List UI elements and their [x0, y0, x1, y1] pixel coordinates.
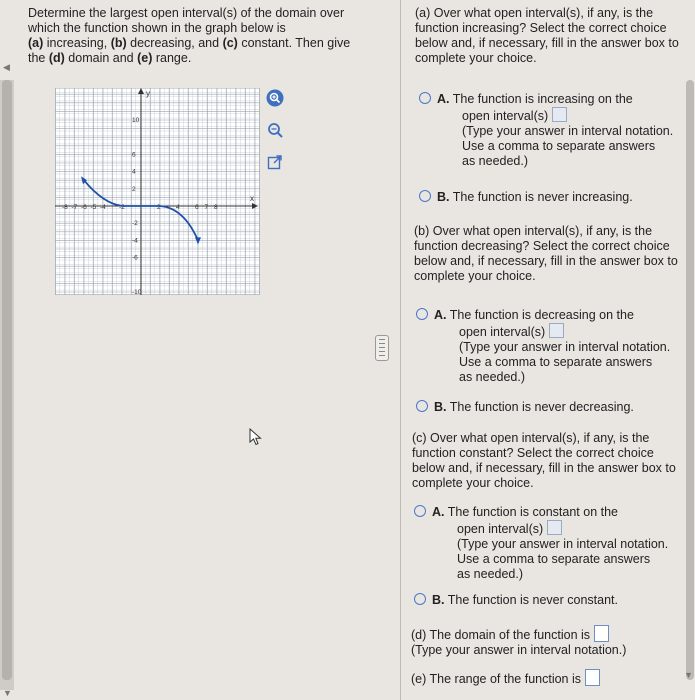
part-d-prompt: (d) The domain of the function is (Type your answer in interval notation.) — [411, 625, 687, 658]
x-tick-label: 4 — [176, 204, 180, 211]
x-tick-label: -4 — [100, 204, 106, 211]
y-tick-label: -4 — [132, 237, 138, 245]
y-tick-label: 4 — [132, 168, 136, 176]
x-tick-label: 2 — [157, 204, 161, 211]
function-graph — [55, 88, 260, 295]
part-c-prompt: (c) Over what open interval(s), if any, is the function constant? Select the correct choice below and, if necessary, fill in the answer box to complete your choice. — [412, 431, 676, 490]
y-tick-label: -6 — [132, 254, 138, 262]
question-line: (a) increasing, (b) decreasing, and (c) constant. Then give — [28, 36, 351, 50]
part-c-option-a[interactable]: A. The function is constant on the open interval(s) (Type your answer in interval notation. Use a comma to separate answers as needed.) — [414, 505, 676, 582]
mouse-cursor-icon — [249, 428, 263, 451]
y-axis-label: y — [146, 89, 150, 98]
part-a-answer-box[interactable] — [552, 107, 567, 122]
part-b-prompt: (b) Over what open interval(s), if any, is the function decreasing? Select the correct choice below and, if necessary, fill in the answer box to complete your choice. — [414, 224, 678, 283]
x-axis-label: x — [250, 194, 254, 203]
part-b-option-b-radio[interactable] — [416, 400, 428, 412]
question-text — [28, 6, 378, 66]
y-tick-label: 6 — [132, 151, 136, 159]
part-c-option-b-radio[interactable] — [414, 593, 426, 605]
x-tick-label: -7 — [71, 204, 78, 211]
zoom-out-icon[interactable] — [266, 121, 284, 139]
part-b-option-b[interactable]: B. The function is never decreasing. — [416, 400, 678, 415]
right-scrollbar-thumb[interactable] — [686, 80, 694, 680]
right-scrollbar[interactable] — [685, 80, 695, 680]
x-tick-label: 6 — [195, 204, 199, 211]
left-scrollbar[interactable] — [0, 80, 14, 690]
x-tick-label: -6 — [81, 204, 87, 211]
left-scrollbar-thumb[interactable] — [2, 80, 12, 680]
y-tick-label: 10 — [132, 117, 140, 124]
x-tick-label: -2 — [119, 204, 125, 211]
y-tick-label: -2 — [132, 220, 138, 228]
y-tick-label: -10 — [132, 289, 142, 295]
scroll-up-arrow-icon[interactable]: ◀ — [3, 62, 10, 72]
part-b-answer-box[interactable] — [549, 323, 564, 338]
question-line: Determine the largest open interval(s) of the domain over — [28, 6, 345, 20]
x-tick-label: -5 — [90, 204, 97, 211]
part-e-answer-box[interactable] — [585, 669, 600, 686]
part-a-option-b-radio[interactable] — [419, 190, 431, 202]
external-link-icon[interactable] — [266, 153, 284, 171]
part-a-option-a[interactable]: A. The function is increasing on the open interval(s) (Type your answer in interval notation. Use a comma to separate answers as needed.) — [419, 92, 681, 169]
zoom-in-icon[interactable] — [266, 89, 284, 107]
part-c-option-b[interactable]: B. The function is never constant. — [414, 593, 676, 608]
part-d-answer-box[interactable] — [594, 625, 609, 642]
part-c-answer-box[interactable] — [547, 520, 562, 535]
right-pane — [400, 0, 695, 700]
part-a-option-b[interactable]: B. The function is never increasing. — [419, 190, 681, 205]
part-c-option-a-radio[interactable] — [414, 505, 426, 517]
x-tick-label: 7 — [204, 204, 209, 211]
question-line: the (d) domain and (e) range. — [28, 51, 192, 65]
right-scroll-down-arrow-icon[interactable]: ▼ — [684, 670, 693, 680]
y-tick-label: 2 — [132, 185, 136, 193]
part-b-option-a-radio[interactable] — [416, 308, 428, 320]
part-a-option-a-radio[interactable] — [419, 92, 431, 104]
pane-resize-handle[interactable] — [375, 335, 389, 361]
scroll-down-arrow-icon[interactable]: ▼ — [3, 688, 12, 698]
graph-background — [55, 88, 260, 295]
part-b-option-a[interactable]: A. The function is decreasing on the open interval(s) (Type your answer in interval notation. Use a comma to separate answers as needed.) — [416, 308, 678, 385]
x-tick-label: 8 — [214, 204, 218, 211]
x-tick-label: -8 — [62, 204, 68, 211]
part-a-prompt: (a) Over what open interval(s), if any, is the function increasing? Select the correct choice below and, if necessary, fill in the answer box to complete your choice. — [415, 6, 679, 65]
part-e-prompt: (e) The range of the function is — [411, 669, 687, 687]
graph-svg — [55, 88, 260, 295]
question-line: which the function shown in the graph below is — [28, 21, 286, 35]
